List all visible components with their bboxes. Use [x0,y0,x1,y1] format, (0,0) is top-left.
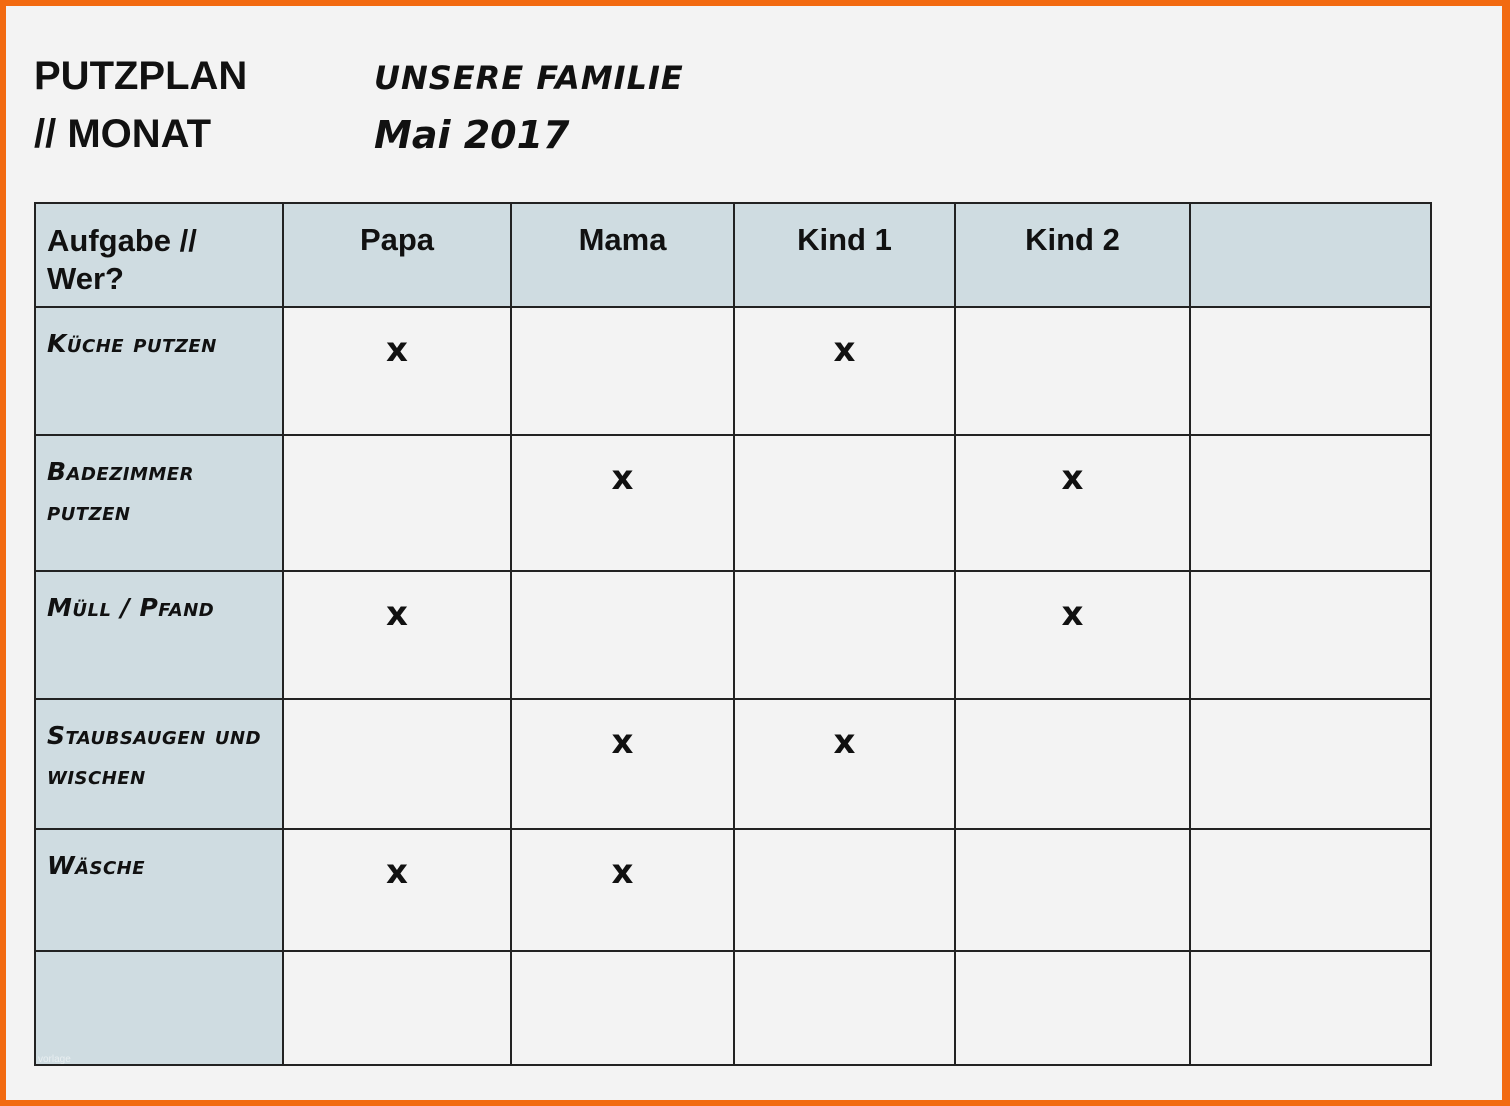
task-label: Wäsche [47,851,146,880]
assignment-cell[interactable] [1190,435,1431,571]
check-mark [512,952,733,974]
check-mark: x [386,330,408,370]
task-label: Müll / Pfand [47,593,215,622]
header-cell-empty [1190,203,1431,307]
table-row [35,435,1431,571]
assignment-cell[interactable] [1190,951,1431,1065]
table-row [35,699,1431,829]
column-label: Kind 2 [1025,222,1120,257]
assignment-cell[interactable] [955,951,1190,1065]
task-label [36,952,282,968]
assignment-cell[interactable] [955,571,1190,699]
assignment-cell[interactable] [734,435,955,571]
check-mark [956,830,1189,852]
column-label: Papa [359,222,435,257]
cleaning-schedule-table [34,202,1432,1066]
check-mark [1191,436,1430,458]
task-label: Staubsaugen und wischen [47,721,262,790]
assignment-cell[interactable] [734,951,955,1065]
assignment-cell[interactable] [283,571,511,699]
check-mark [735,830,954,852]
assignment-cell[interactable] [283,307,511,435]
check-mark [735,952,954,974]
check-mark: x [833,330,856,370]
assignment-cell[interactable] [283,435,511,571]
table-row [35,307,1431,435]
table-row [35,829,1431,951]
assignment-cell[interactable] [511,699,734,829]
check-mark [1191,700,1430,722]
assignment-cell[interactable] [511,435,734,571]
assignment-cell[interactable] [511,571,734,699]
task-cell [35,571,283,699]
assignment-cell[interactable] [955,307,1190,435]
assignment-cell[interactable] [734,571,955,699]
task-cell [35,699,283,829]
assignment-cell[interactable] [734,829,955,951]
check-mark [512,308,733,330]
task-label: Badezimmer putzen [47,457,194,526]
task-cell [35,307,283,435]
header-cell-task [35,203,283,307]
check-mark: x [1061,458,1084,498]
check-mark: x [833,722,856,762]
family-name: UNSERE FAMILIE [374,59,684,97]
check-mark [1191,830,1430,852]
corner-label: Aufgabe // Wer? [47,223,197,296]
check-mark [284,436,510,458]
assignment-cell[interactable] [1190,829,1431,951]
assignment-cell[interactable] [955,829,1190,951]
table-row [35,951,1431,1065]
assignment-cell[interactable] [511,307,734,435]
check-mark: x [1061,594,1084,634]
assignment-cell[interactable] [734,699,955,829]
check-mark [956,952,1189,974]
check-mark [1191,572,1430,594]
check-mark: x [386,594,408,634]
assignment-cell[interactable] [1190,571,1431,699]
check-mark [735,436,954,458]
plan-period: // MONAT [34,112,212,156]
header-cell-mama [511,203,734,307]
task-label: Küche putzen [47,329,217,358]
table-row [35,571,1431,699]
month-label: Mai 2017 [374,113,570,157]
check-mark: x [611,722,634,762]
assignment-cell[interactable] [955,435,1190,571]
task-cell [35,829,283,951]
task-cell [35,435,283,571]
header-cell-kind2 [955,203,1190,307]
assignment-cell[interactable] [734,307,955,435]
assignment-cell[interactable] [955,699,1190,829]
check-mark [1191,952,1430,974]
task-cell [35,951,283,1065]
check-mark: x [386,852,408,892]
header-cell-papa [283,203,511,307]
assignment-cell[interactable] [283,951,511,1065]
assignment-cell[interactable] [511,829,734,951]
assignment-cell[interactable] [1190,699,1431,829]
check-mark: x [611,852,634,892]
column-label: Kind 1 [797,222,892,257]
table-header-row [35,203,1431,307]
assignment-cell[interactable] [511,951,734,1065]
check-mark [956,700,1189,722]
watermark-text: vorlage [38,1054,71,1065]
column-label [1191,204,1430,222]
check-mark [512,572,733,594]
check-mark: x [611,458,634,498]
column-label: Mama [578,222,667,257]
check-mark [1191,308,1430,330]
check-mark [956,308,1189,330]
header-cell-kind1 [734,203,955,307]
assignment-cell[interactable] [1190,307,1431,435]
check-mark [284,700,510,722]
assignment-cell[interactable] [283,829,511,951]
assignment-cell[interactable] [283,699,511,829]
cleaning-plan-sheet [6,6,1502,1100]
check-mark [284,952,510,974]
plan-title: PUTZPLAN [34,54,248,98]
check-mark [735,572,954,594]
